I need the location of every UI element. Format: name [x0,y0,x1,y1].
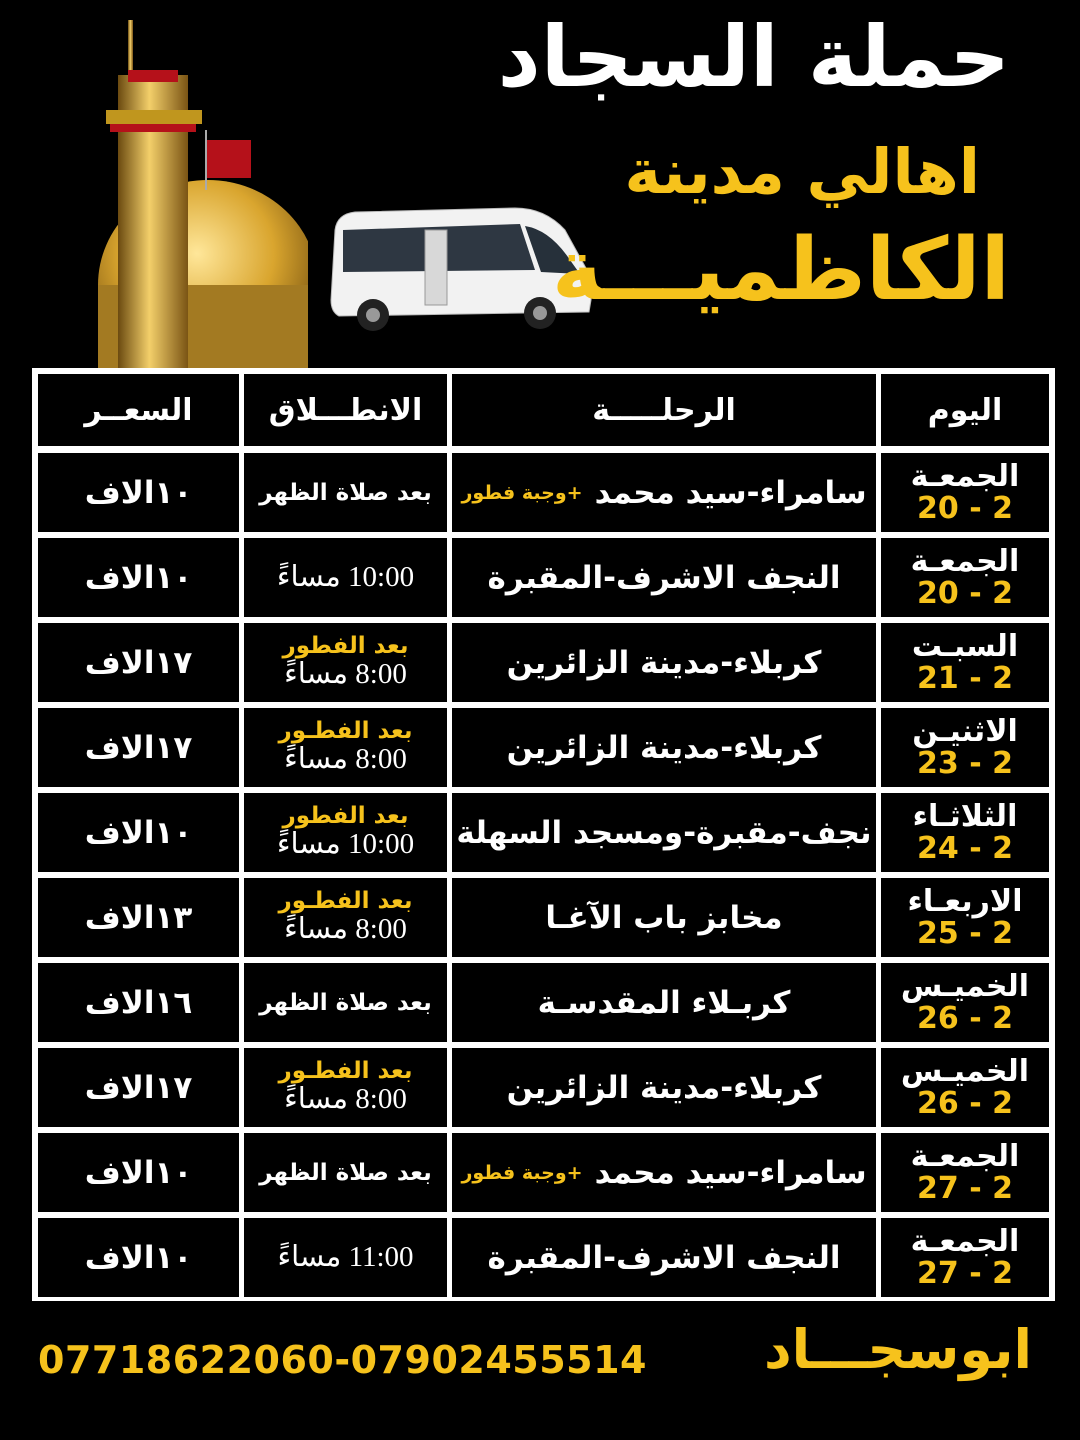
cell-departure [244,793,447,872]
day-name: الجمعـة [910,1224,1020,1259]
table-row [32,535,1055,620]
cell-trip [452,963,876,1042]
cell-trip [452,1133,876,1212]
departure-time-note: بعد الفطور [282,802,409,829]
cell-price [38,793,239,872]
cell-departure [244,1218,447,1297]
cell-trip [452,538,876,617]
trip-destination: كربلاء-مدينة الزائرين [506,644,822,681]
departure-time-note: بعد الفطـور [278,717,413,744]
trip-destination: كربلاء-مدينة الزائرين [506,1069,822,1106]
subtitle-city-label: اهالي مدينة [624,135,980,208]
cell-day [881,708,1049,787]
cell-trip [452,1048,876,1127]
cell-trip [452,793,876,872]
contact-phones: 07718622060-07902455514 [38,1338,647,1382]
departure-time-note: بعد الفطـور [278,1057,413,1084]
price-value: ١٧الاف [84,1069,193,1106]
cell-departure [244,453,447,532]
day-name: الخميـس [900,1054,1030,1089]
cell-price [38,453,239,532]
departure-time: 11:00 مساءً [277,1240,414,1273]
trip-destination: النجف الاشرف-المقبرة [487,1239,841,1276]
cell-day [881,1048,1049,1127]
table-row [32,620,1055,705]
cell-trip [452,623,876,702]
price-value: ١٧الاف [84,729,193,766]
campaign-title: حملة السجاد [497,8,1010,106]
price-value: ١٦الاف [84,984,193,1021]
cell-day [881,963,1049,1042]
day-name: الاربعـاء [907,884,1023,919]
price-value: ١٠الاف [84,1239,193,1276]
departure-time: 8:00 مساءً [284,743,407,776]
header-price: السعــر [38,374,239,446]
day-name: الخميـس [900,969,1030,1004]
cell-price [38,878,239,957]
table-row [32,1215,1055,1300]
cell-departure [244,1048,447,1127]
day-name: الاثنيـن [912,714,1018,749]
shrine-image [88,0,308,368]
cell-day [881,1133,1049,1212]
day-date: 27 - 2 [917,1170,1013,1206]
day-name: الجمعـة [910,459,1020,494]
departure-time-note: بعد الفطـور [278,887,413,914]
trip-destination: سامراء-سيد محمد [594,1154,867,1191]
contact-name: ابوسجـــاد [763,1318,1032,1381]
table-row [32,875,1055,960]
table-header-row [32,368,1055,450]
departure-time: 8:00 مساءً [284,1083,407,1116]
day-date: 24 - 2 [917,830,1013,866]
trip-extra: +وجبة فطور [461,1161,583,1184]
subtitle-city-name: الكاظميـــة [551,220,1010,320]
cell-day [881,793,1049,872]
price-value: ١٠الاف [84,814,193,851]
departure-time: 8:00 مساءً [284,658,407,691]
cell-day [881,538,1049,617]
cell-day [881,453,1049,532]
header-day: اليوم [881,374,1049,446]
departure-time-note: بعد الفطور [282,632,409,659]
price-value: ١٣الاف [84,899,193,936]
day-name: السبـت [911,629,1019,664]
cell-departure [244,708,447,787]
day-date: 20 - 2 [917,490,1013,526]
day-name: الجمعـة [910,544,1020,579]
cell-day [881,1218,1049,1297]
cell-trip [452,453,876,532]
day-date: 25 - 2 [917,915,1013,951]
cell-price [38,1133,239,1212]
table-row [32,705,1055,790]
table-row [32,1045,1055,1130]
cell-departure [244,878,447,957]
cell-departure [244,963,447,1042]
cell-departure [244,538,447,617]
cell-price [38,963,239,1042]
price-value: ١٧الاف [84,644,193,681]
table-row [32,790,1055,875]
trip-extra: +وجبة فطور [461,481,583,504]
day-date: 21 - 2 [917,660,1013,696]
trip-destination: سامراء-سيد محمد [594,474,867,511]
cell-departure [244,623,447,702]
cell-price [38,708,239,787]
day-date: 26 - 2 [917,1000,1013,1036]
cell-price [38,1218,239,1297]
departure-time-note: بعد صلاة الظهر [259,989,432,1016]
trip-destination: مخابز باب الآغـا [545,899,783,936]
header-departure: الانطـــلاق [244,374,447,446]
cell-price [38,538,239,617]
day-name: الجمعـة [910,1139,1020,1174]
departure-time: 8:00 مساءً [284,913,407,946]
departure-time: 10:00 مساءً [276,828,415,861]
departure-time-note: بعد صلاة الظهر [259,479,432,506]
day-date: 27 - 2 [917,1255,1013,1291]
day-name: الثلاثـاء [912,799,1018,834]
table-row [32,450,1055,535]
table-row [32,1130,1055,1215]
cell-trip [452,1218,876,1297]
price-value: ١٠الاف [84,1154,193,1191]
table-row [32,960,1055,1045]
day-date: 20 - 2 [917,575,1013,611]
trip-destination: كربلاء-مدينة الزائرين [506,729,822,766]
price-value: ١٠الاف [84,559,193,596]
cell-price [38,623,239,702]
cell-departure [244,1133,447,1212]
trip-destination: نجف-مقبرة-ومسجد السهلة [456,814,872,851]
cell-trip [452,878,876,957]
cell-day [881,878,1049,957]
departure-time: 10:00 مساءً [276,560,415,593]
cell-day [881,623,1049,702]
day-date: 23 - 2 [917,745,1013,781]
price-value: ١٠الاف [84,474,193,511]
day-date: 26 - 2 [917,1085,1013,1121]
cell-price [38,1048,239,1127]
cell-trip [452,708,876,787]
header-trip: الرحلـــــة [452,374,876,446]
schedule-table [32,368,1055,1301]
trip-destination: كربـلاء المقدسـة [537,984,791,1021]
trip-destination: النجف الاشرف-المقبرة [487,559,841,596]
departure-time-note: بعد صلاة الظهر [259,1159,432,1186]
